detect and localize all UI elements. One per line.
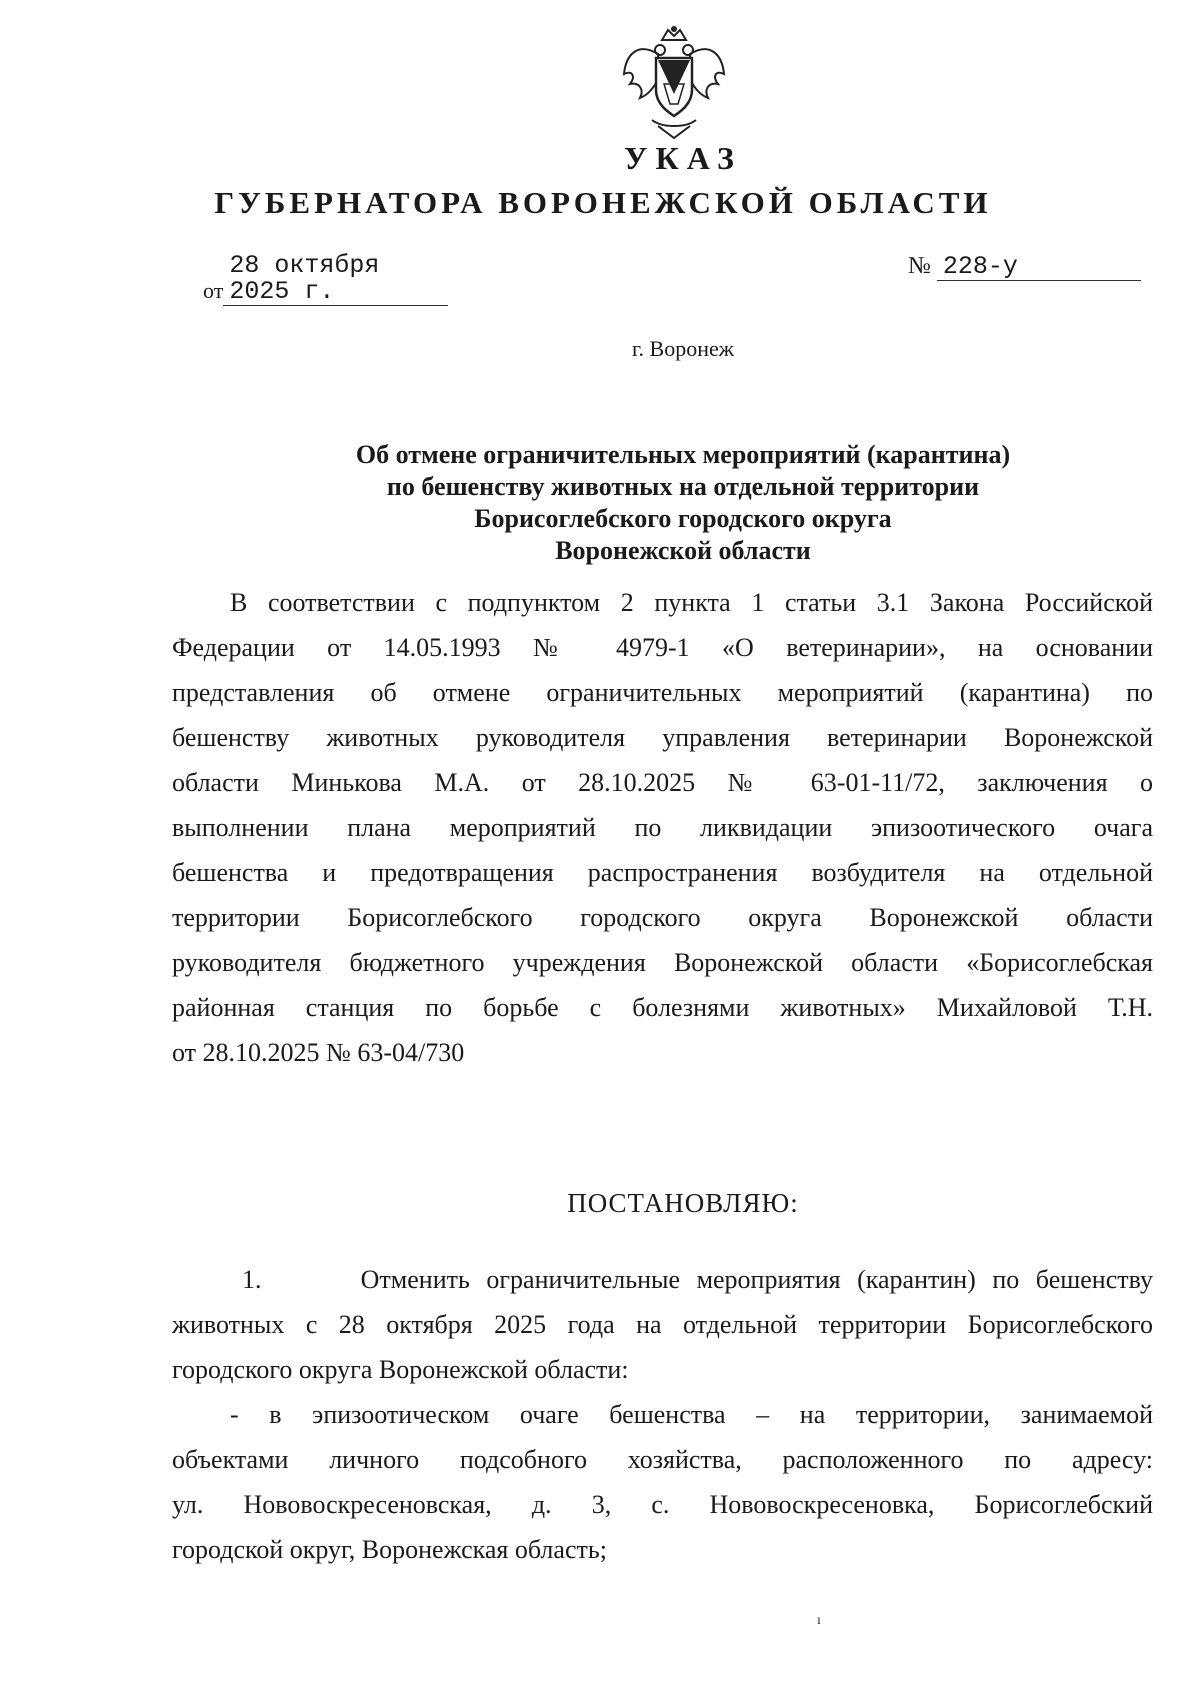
scan-mark: ı (817, 1613, 821, 1628)
subitem-line: ул. Нововоскресеновская, д. 3, с. Нововоскресеновка, Борисоглебский (172, 1490, 1153, 1519)
number-line (908, 253, 1141, 281)
preamble-line: от 28.10.2025 № 63-04/730 (172, 1038, 465, 1067)
date-value: 28 октября 2025 г. (223, 253, 448, 306)
item-line: животных с 28 октября 2025 года на отдельной территории Борисоглебского (172, 1310, 1153, 1339)
preamble-line: В соответствии с подпунктом 2 пункта 1 статьи 3.1 Закона Российской (230, 588, 1153, 617)
issuer-heading: ГУБЕРНАТОРА ВОРОНЕЖСКОЙ ОБЛАСТИ (214, 185, 992, 220)
preamble-line: руководителя бюджетного учреждения Воронежской области «Борисоглебская (172, 948, 1153, 977)
title-line: Воронежской области (555, 536, 811, 565)
coat-of-arms-emblem (618, 24, 730, 142)
preamble-paragraph (172, 580, 1153, 1075)
preamble-line: территории Борисоглебского городского округа Воронежской области (172, 903, 1153, 932)
preamble-line: районная станция по борьбе с болезнями животных» Михайловой Т.Н. (172, 993, 1153, 1022)
title-line: Об отмене ограничительных мероприятий (карантина) (355, 440, 1011, 469)
item-line: 1. Отменить ограничительные мероприятия (карантин) по бешенству (242, 1265, 1153, 1294)
preamble-line: выполнении плана мероприятий по ликвидации эпизоотического очага (172, 813, 1153, 842)
item-line: городского округа Воронежской области: (172, 1355, 629, 1384)
item-1-paragraph (172, 1257, 1153, 1572)
document-type-heading: УКАЗ (624, 140, 742, 176)
subitem-line: объектами личного подсобного хозяйства, расположенного по адресу: (172, 1445, 1153, 1474)
title-line: по бешенству животных на отдельной территории (386, 472, 980, 501)
number-prefix: № (908, 253, 931, 279)
subitem-line: городской округ, Воронежская область; (172, 1535, 607, 1564)
preamble-line: Федерации от 14.05.1993 № 4979-1 «О ветеринарии», на основании (172, 633, 1153, 662)
title-line: Борисоглебского городского округа (474, 504, 892, 533)
preamble-line: области Минькова М.А. от 28.10.2025 № 63-01-11/72, заключения о (172, 768, 1153, 797)
document-title (0, 439, 1200, 567)
preamble-line: бешенству животных руководителя управления ветеринарии Воронежской (172, 723, 1153, 752)
decree-word: ПОСТАНОВЛЯЮ: (567, 1188, 799, 1218)
subitem-line: - в эпизоотическом очаге бешенства – на территории, занимаемой (230, 1400, 1153, 1429)
preamble-line: представления об отмене ограничительных мероприятий (карантина) по (172, 678, 1153, 707)
preamble-line: бешенства и предотвращения распространения возбудителя на отдельной (172, 858, 1153, 887)
date-line (203, 253, 448, 306)
city-label: г. Воронеж (632, 336, 734, 361)
number-value: 228-у (937, 254, 1141, 281)
date-prefix: от (203, 278, 224, 303)
